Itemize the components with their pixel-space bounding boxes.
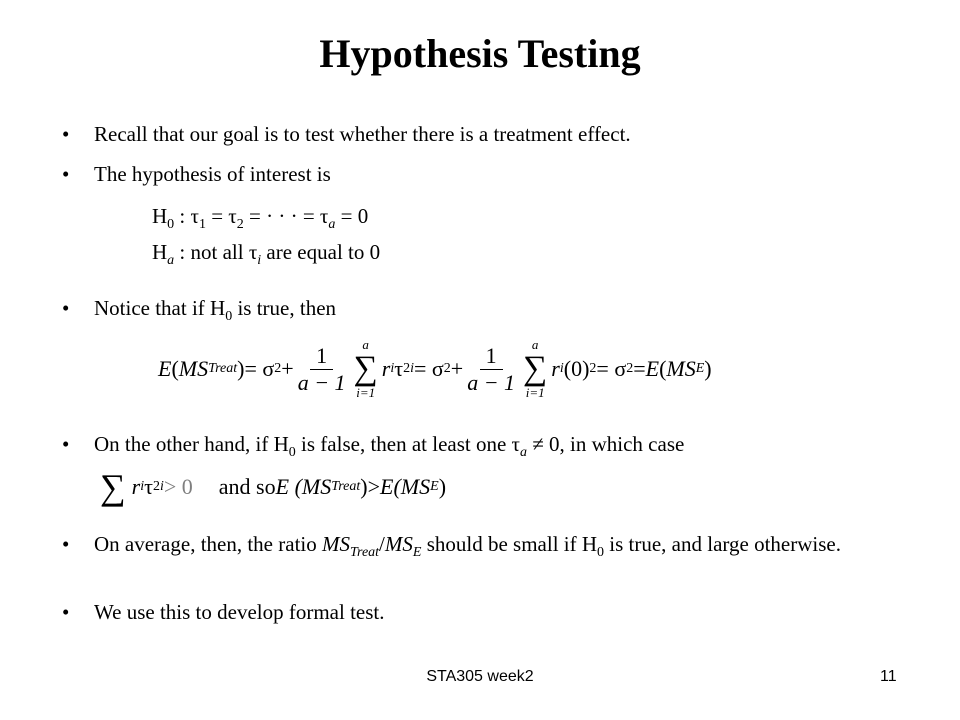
alternative-hypothesis: $H_a$ : not all $\tau_i$ are equal to 0 <box>152 240 381 269</box>
bullet-notice: Notice that if $H_0$ is true, then <box>94 296 337 325</box>
fraction: $\frac{1}{a - 1}$ <box>467 342 516 395</box>
bullet-marker: • <box>62 296 70 320</box>
footer-course: STA305 week2 <box>426 668 534 685</box>
summation: a ∑ i=1 <box>353 337 378 400</box>
fraction: $\frac{1}{a - 1}$ <box>297 342 346 395</box>
expected-mean-square-equation: E ( MS Treat ) = σ 2 + $\frac{1}{a - 1}$ a ∑ i=1 r i τ 2 i = σ 2 + $\frac{1}{a - 1}$ a ∑ i=1 r i (0) 2 = σ 2 = E ( MS E ) <box>158 337 712 400</box>
bullet-formal-test: We use this to develop formal test. <box>94 600 385 624</box>
bullet-ratio: On average, then, the ratio $MS_{Treat}/MS_E$ should be small if $H_0$ is true, and large otherwise. <box>94 532 841 561</box>
slide-number: 11 <box>880 668 897 685</box>
summation: a ∑ i=1 <box>523 337 548 400</box>
bullet-marker: • <box>62 122 70 146</box>
sum-inequality: ∑ r i τ 2 i > 0 and so E (MS Treat ) > E (MS E ) <box>100 467 447 507</box>
slide-title: Hypothesis Testing <box>319 31 641 76</box>
bullet-marker: • <box>62 162 70 186</box>
bullet-false-case: On the other hand, if $H_0$ is false, then at least one $\tau_a \ne 0$, in which case <box>94 432 685 461</box>
bullet-hypothesis-intro: The hypothesis of interest is <box>94 162 331 186</box>
bullet-marker: • <box>62 432 70 456</box>
bullet-marker: • <box>62 532 70 556</box>
bullet-goal: Recall that our goal is to test whether there is a treatment effect. <box>94 122 631 146</box>
null-hypothesis: $H_0$ : $\tau_1 = \tau_2$ = · · · = $\tau_a = 0$ <box>152 204 369 233</box>
bullet-marker: • <box>62 600 70 624</box>
